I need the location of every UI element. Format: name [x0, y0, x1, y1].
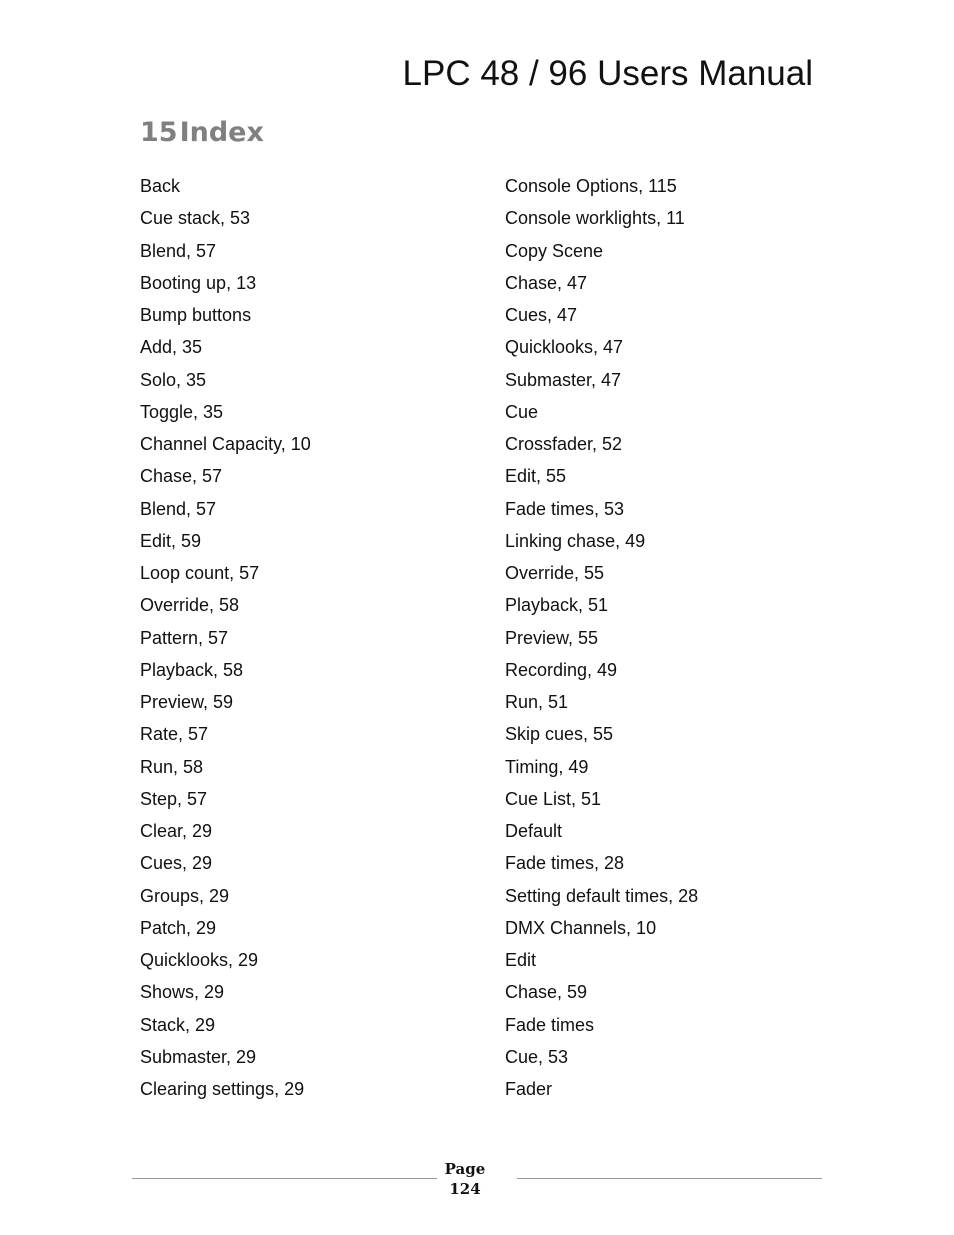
index-entry: Blend, 57 [140, 240, 217, 261]
index-entry: Fade times [505, 1014, 595, 1035]
index-entry: Quicklooks, 29 [140, 950, 259, 970]
section-title: Index [179, 117, 264, 148]
index-entry: Console worklights, 11 [505, 208, 685, 229]
index-entry: Playback, 51 [505, 595, 609, 616]
index-entry: Preview, 59 [140, 692, 234, 712]
index-entry: Override, 58 [140, 595, 240, 616]
page-number-block [437, 1159, 493, 1199]
index-entry: Add, 35 [140, 337, 203, 358]
index-entry: Chase, 47 [505, 272, 588, 293]
document-title: LPC 48 / 96 Users Manual [402, 54, 813, 93]
page-number: 124 [449, 1180, 481, 1198]
page-label: Page [444, 1160, 486, 1178]
index-entry: Recording, 49 [505, 659, 618, 680]
index-column-left [140, 170, 311, 1105]
index-entry: Skip cues, 55 [505, 724, 614, 745]
index-entry: Clearing settings, 29 [140, 1079, 305, 1099]
index-entry: Step, 57 [140, 788, 208, 809]
index-entry: Console Options, 115 [505, 176, 677, 196]
index-entry: Playback, 58 [140, 659, 244, 680]
index-entry: Fader [505, 1079, 553, 1099]
index-entry: Stack, 29 [140, 1014, 216, 1035]
index-entry: Chase, 59 [505, 982, 588, 1003]
index-entry: Cue, 53 [505, 1046, 569, 1067]
index-entry: Booting up, 13 [140, 272, 257, 293]
index-entry: Cue stack, 53 [140, 208, 251, 229]
index-entry: Channel Capacity, 10 [140, 434, 311, 454]
index-entry: DMX Channels, 10 [505, 917, 657, 938]
index-entry: Back [140, 176, 181, 196]
index-entry: Linking chase, 49 [505, 530, 646, 551]
index-entry: Setting default times, 28 [505, 885, 699, 906]
index-entry: Cues, 47 [505, 305, 578, 325]
footer-divider-left [132, 1178, 437, 1179]
index-entry: Solo, 35 [140, 369, 207, 390]
index-entry: Submaster, 47 [505, 369, 622, 390]
index-entry: Quicklooks, 47 [505, 337, 624, 358]
index-entry: Copy Scene [505, 240, 604, 261]
section-number: 15 [140, 117, 178, 148]
index-entry: Shows, 29 [140, 982, 225, 1003]
index-entry: Fade times, 53 [505, 498, 625, 519]
index-entry: Timing, 49 [505, 756, 589, 777]
index-entry: Patch, 29 [140, 917, 217, 938]
index-entry: Run, 58 [140, 756, 204, 777]
section-heading [140, 117, 264, 148]
index-entry: Edit, 55 [505, 466, 567, 487]
index-entry: Pattern, 57 [140, 627, 229, 648]
index-entry: Run, 51 [505, 692, 569, 712]
index-entry: Override, 55 [505, 563, 605, 583]
index-entry: Preview, 55 [505, 627, 599, 648]
index-entry: Groups, 29 [140, 885, 230, 906]
index-entry: Submaster, 29 [140, 1046, 257, 1067]
index-entry: Edit [505, 950, 537, 970]
footer-divider-right [517, 1178, 822, 1179]
index-column-right [505, 170, 698, 1105]
index-entry: Toggle, 35 [140, 401, 224, 422]
index-entry: Edit, 59 [140, 530, 202, 551]
index-entry: Rate, 57 [140, 724, 209, 745]
index-entry: Chase, 57 [140, 466, 223, 487]
index-entry: Cues, 29 [140, 853, 213, 874]
index-entry: Bump buttons [140, 305, 252, 325]
index-entry: Default [505, 821, 563, 841]
index-entry: Blend, 57 [140, 498, 217, 519]
index-entry: Clear, 29 [140, 821, 213, 841]
index-entry: Cue [505, 401, 539, 422]
index-entry: Cue List, 51 [505, 788, 602, 809]
index-entry: Crossfader, 52 [505, 434, 623, 454]
index-entry: Loop count, 57 [140, 563, 260, 583]
index-entry: Fade times, 28 [505, 853, 625, 874]
